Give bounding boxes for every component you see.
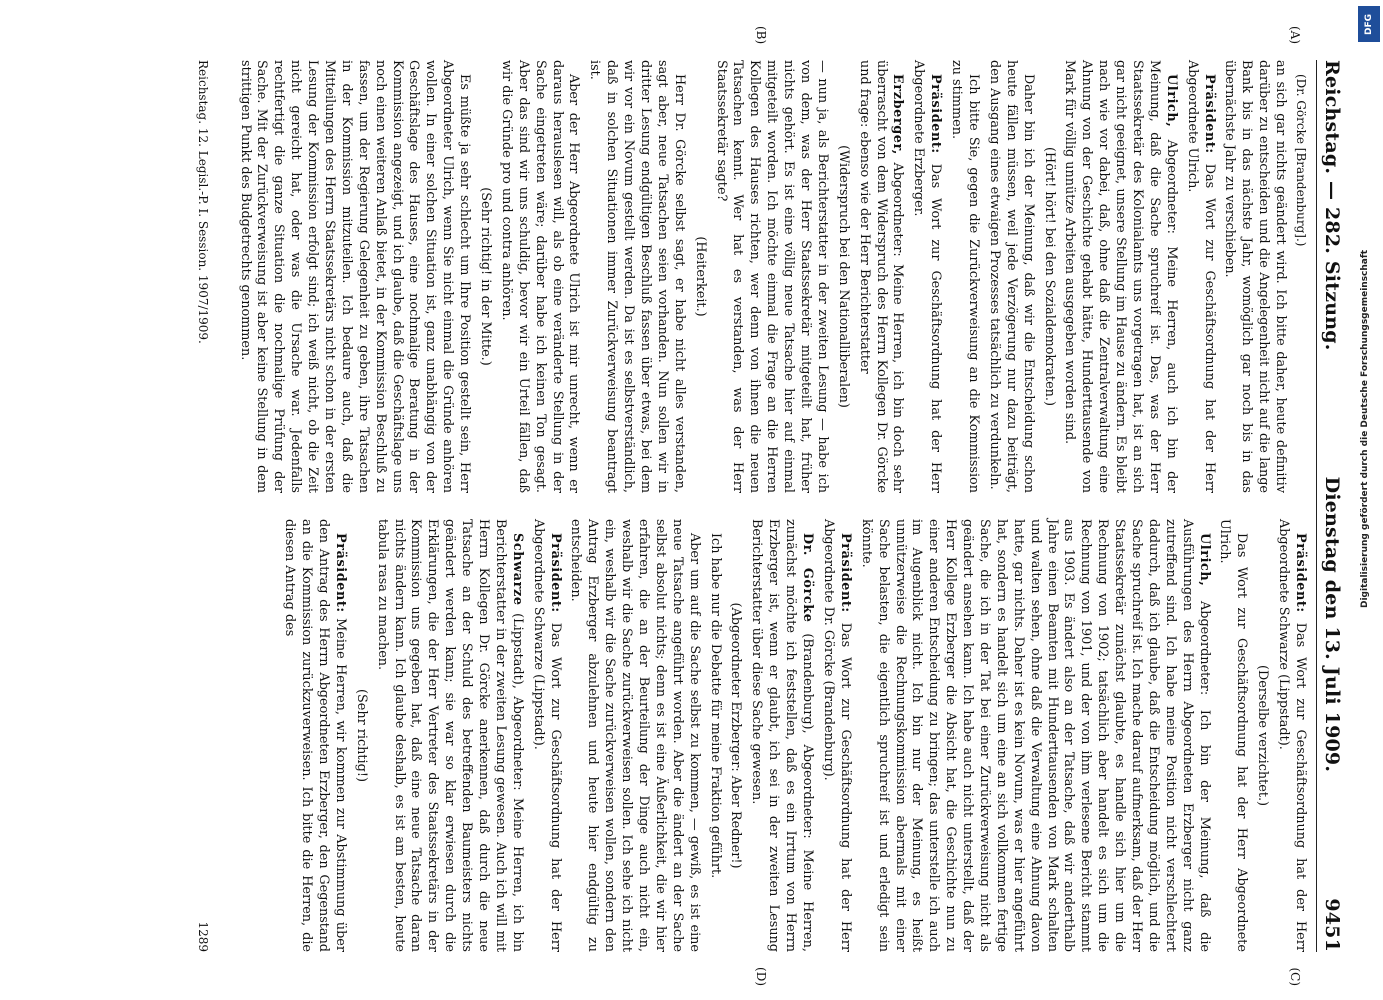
paragraph: Präsident: Das Wort zur Geschäftsordnung hat der Herr Abgeordnete Schwarze (Lippstadt).: [530, 519, 563, 952]
interjection: (Widerspruch bei den Nationalliberalen): [835, 145, 851, 408]
paragraph: Aber um auf die Sache selbst zu kommen, — gewiß, es ist eine neue Tatsache angeführt worden. Aber die ändert an der Sache selbst absolut nichts; denn es ist eine Äußerlichkeit, die wir hier erfahren, die an der Beurteilung der Dinge auch nicht ein, weshalb wir die Sache zurückverweisen sollen. Ich sehe ich nicht ein, weshalb wir die Sache zurückverweisen wollen, sondern den Antrag Erzberger abzulehnen und heute hier endgültig zu entscheiden.: [568, 519, 702, 952]
paragraph: Präsident: Das Wort zur Geschäftsordnung hat der Herr Abgeordnete Ulrich.: [1184, 60, 1217, 493]
paragraph: Dr. Görcke (Brandenburg), Abgeordneter: Meine Herren, zunächst möchte ich feststellen, daß es ein Irrtum von Herrn Erzberger ist, wenn er glaubt, ich sei in der zweiten Lesung Berichterstatter über diese Sache gewesen.: [749, 519, 816, 952]
interjection: (Sehr richtig!): [353, 689, 369, 782]
paragraph: Präsident: Das Wort zur Geschäftsordnung hat der Herr Abgeordnete Erzberger.: [911, 60, 944, 493]
interjection: (Hört! hört! bei den Sozialdemokraten.): [1041, 147, 1057, 406]
left-column: [218, 26, 1308, 493]
speaker-name: Präsident:: [332, 533, 348, 613]
paragraph: Ulrich, Abgeordneter: Ich bin der Meinung, daß die Ausführungen des Herrn Abgeordneten Erzberger nicht ganz zutreffend sind. Ich habe meine Position nicht verschlechtert dadurch, daß ich glaube, daß die Entscheidung möglich, und die Sache spruchreif ist. Ich mache darauf aufmerksam, daß der Herr Staatssekretär zunächst glaubte, es handle sich hier um die Rechnung von 1902; tatsächlich aber handelt es sich um die Rechnung von 1901, und der von ihm verlesene Bericht stammt aus 1903. Es ändert also an der Tatsache, daß wir anderthalb Jahre einen Beamten mit Hunderttausenden von Mark schalten und walten sehen, ohne daß die Verwaltung eine Ahnung davon hatte, gar nichts. Daher ist es kein Novum, was er hier angeführt hat, sondern es handelt sich um eine an sich vollkommen fertige Sache, die ich in der Tat bei einer Zurückverweisung nicht als geändert ansehen kann. Ich habe auch nicht unterstellt, daß der Herr Kollege Erzberger die Absicht hat, die Geschichte nun zu einer anderen Entscheidung zu bringen; das unterstelle ich auch im Augenblick nicht. Ich bin nur der Meinung, es heißt unnützerweise die Rechnungskommission abermals mit einer Sache belasten, die eigentlich spruchreif ist und erledigt sein könnte.: [858, 519, 1212, 952]
paragraph: Das Wort zur Geschäftsordnung hat der Herr Abgeordnete Ulrich.: [1217, 519, 1250, 952]
paragraph: Ich bitte Sie, gegen die Zurückverweisung an die Kommission zu stimmen.: [949, 60, 982, 493]
paragraph: Schwarze (Lippstadt), Abgeordneter: Meine Herren, ich bin Berichterstatter in der zweiten Lesung gewesen. Auch ich will mit Herrn Kollegen Dr. Görcke anerkennen, daß durch die neue Tatsache an der Schuld des betreffenden Baumeisters nichts geändert werden kann; sie war so klar erwiesen durch die Erklärungen, die der Herr Vertreter des Staatssekretärs in der Kommission uns gegeben hat, daß eine neue Tatsache daran nichts ändern kann. Ich glaube deshalb, es ist am besten, heute tabula rasa zu machen.: [374, 519, 525, 952]
page-header: [1316, 60, 1343, 952]
interjection: (Derselbe verzichtet.): [1255, 664, 1271, 807]
speaker-name: Ulrich,: [1163, 74, 1179, 128]
speaker-name: Präsident:: [928, 74, 944, 154]
speaker-name: Präsident:: [837, 533, 853, 613]
header-left: Reichstag. — 282. Sitzung.: [1321, 60, 1343, 351]
interjection: (Sehr richtig! in der Mitte.): [477, 187, 493, 366]
margin-marker-a: (A): [1288, 26, 1302, 45]
speaker-name: Ulrich,: [1196, 533, 1212, 587]
paragraph: — nun ja, als Berichterstatter in der zweiten Lesung — habe ich von dem, was der Herr Staatssekretär mitgeteilt hat, früher nichts gehört. Es ist eine völlig neue Tatsache hier auf einmal mitgeteilt worden. Ich möchte einmal die Frage an die Herren Kollegen des Hauses richten, wer denn von ihnen die neuen Tatsachen kennt. Wer hat es verstanden, was der Herr Staatssekretär sagte?: [713, 60, 830, 493]
footer-session: Reichstag. 12. Legisl.-P. I. Session. 1907/1909.: [196, 60, 210, 344]
margin-marker-d: (D): [754, 967, 768, 986]
paragraph: Präsident: Meine Herren, wir kommen zur Abstimmung über den Antrag des Herrn Abgeordneten Erzberger, den Gegenstand an die Kommission zurückzuverweisen. Ich bitte die Herren, die diesen Antrag des: [282, 519, 348, 952]
paragraph: Ich habe nur die Debatte für meine Fraktion geführt.: [707, 533, 723, 879]
speaker-name: Erzberger,: [890, 74, 906, 155]
text-columns: [218, 26, 1308, 986]
digitization-note: Digitalisierung gefördert durch die Deutsche Forschungsgemeinschaft: [1360, 249, 1370, 608]
speaker-name: Dr. Görcke: [800, 533, 816, 623]
speaker-name: Präsident:: [1201, 74, 1217, 154]
speaker-name: Präsident:: [1293, 533, 1308, 613]
intro-bracket: (Dr. Görcke [Brandenburg].): [1294, 74, 1308, 247]
page-number: 9451: [1321, 898, 1343, 952]
interjection: (Heiterkeit.): [692, 236, 708, 317]
speaker-name: Schwarze: [509, 533, 525, 606]
paragraph: Aber der Herr Abgeordnete Ulrich ist mir unrecht, wenn er daraus herauslesen will, als ob eine veränderte Stellung in der Sache eingetreten wäre; darüber habe ich keinen Ton gesagt. Aber das sind wir uns schuldig, bevor wir ein Urteil fällen, daß wir die Gründe pro und contra anhören.: [498, 60, 582, 493]
footer-sheet-number: 1289: [196, 921, 210, 952]
paragraph: an sich gar nichts geändert wird. Ich bitte daher, heute definitiv darüber zu entscheiden und die Angelegenheit nicht auf die lange Bank bis in das nächste Jahr, womöglich gar noch bis in das übernächste Jahr zu verschieben.: [1222, 60, 1289, 493]
rotated-page: [83, 0, 1383, 1000]
digitization-sidebar: [1356, 0, 1383, 1000]
paragraph: Herr Dr. Görcke selbst sagt, er habe nicht alles verstanden, sagt aber, neue Tatsachen seien vorhanden. Nun sollen wir in dritter Lesung endgültigen Beschluß fassen über etwas, bei dem wir vor ein Novum gestellt werden. Da ist es selbstverständlich, daß in solchen Situationen immer Zurückverweisung beantragt ist.: [587, 60, 687, 493]
header-date: Dienstag den 13. Juli 1909.: [1321, 476, 1343, 773]
paragraph: Ulrich, Abgeordneter: Meine Herren, auch ich bin der Meinung, daß die Sache spruchreif ist. Das, was der Herr Staatssekretär des Kolonialamts uns vorgetragen hat, ist an sich gar nicht geeignet, unsere Stellung im Hause zu ändern. Es bleibt nach wie vor dabei, daß, ohne daß die Zentralverwaltung eine Ahnung von der Geschichte gehabt hätte, Hunderttausende von Mark für völlig unnütze Arbeiten ausgegeben worden sind.: [1062, 60, 1179, 493]
paragraph: Es müßte ja sehr schlecht um Ihre Position gestellt sein, Herr Abgeordneter Ulrich, wenn Sie nicht einmal die Gründe anhören wollen. In einer solchen Situation ist, ganz unabhängig von der Geschäftslage des Hauses, eine nochmalige Beratung in der Kommission angezeigt, und ich glaube, daß die Geschäftslage uns noch einen weiteren Anlaß bietet, in der Kommission Beschluß zu fassen, um der Regierung Gelegenheit zu geben, ihre Tatsachen in der Kommission mitzuteilen. Ich bedaure auch, daß die Mitteilungen des Herrn Staatssekretärs nicht schon in der ersten Lesung der Kommission erfolgt sind; ich weiß nicht, ob die Zeit nicht gereicht hat, oder was die Ursache war. Jedenfalls rechtfertigt die ganze Situation die nochmalige Prüfung der Sache. Mit der Zurückverweisung ist aber keine Stellung in dem strittigen Punkt des Budgetrechts genommen.: [237, 60, 473, 493]
page-footer: [196, 60, 212, 952]
paragraph: Präsident: Das Wort zur Geschäftsordnung hat der Herr Abgeordnete Dr. Görcke (Brandenburg).: [820, 519, 853, 952]
margin-marker-b: (B): [754, 26, 768, 45]
margin-marker-c: (C): [1288, 967, 1302, 986]
paragraph: Erzberger, Abgeordneter: Meine Herren, ich bin doch sehr überrascht von dem Widerspruch des Herrn Kollegen Dr. Görcke und frage: ebenso wie der Herr Berichterstatter: [856, 60, 906, 493]
right-column: [218, 519, 1308, 986]
interjection: (Abgeordneter Erzberger: Aber Redner!): [728, 602, 744, 869]
paragraph: Daher bin ich der Meinung, daß wir die Entscheidung schon heute fällen müssen, weil jede Verzögerung nur dazu beiträgt, den Ausgang eines etwaigen Prozesses tatsächlich zu verdunkeln.: [986, 60, 1036, 493]
dfg-logo: DFG: [1358, 6, 1380, 42]
paragraph: Präsident: Das Wort zur Geschäftsordnung hat der Herr Abgeordnete Schwarze (Lippstadt).: [1276, 519, 1308, 952]
speaker-name: Präsident:: [547, 533, 563, 613]
